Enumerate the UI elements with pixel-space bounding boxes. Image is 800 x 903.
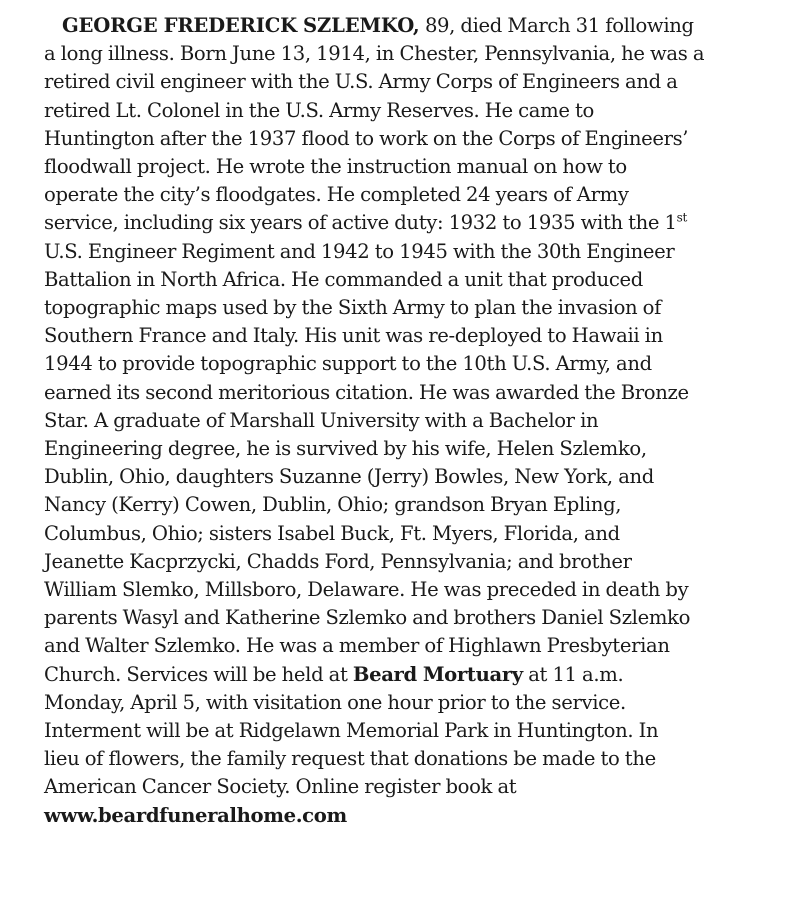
- obituary-line: Dublin, Ohio, daughters Suzanne (Jerry) Bowles, New York, and: [44, 465, 654, 489]
- funeral-home-url: www.beardfuneralhome.com: [44, 803, 347, 827]
- obituary-line: Southern France and Italy. His unit was re-deployed to Hawaii in: [44, 324, 663, 348]
- obituary-line: parents Wasyl and Katherine Szlemko and brothers Daniel Szlemko: [44, 606, 691, 630]
- deceased-name: GEORGE FREDERICK SZLEMKO,: [62, 14, 420, 37]
- obituary-line: earned its second meritorious citation. He was awarded the Bronze: [44, 380, 689, 404]
- obituary-line: Church. Services will be held at Beard Mortuary at 11 a.m.: [44, 662, 624, 686]
- obituary-line: Star. A graduate of Marshall University with a Bachelor in: [44, 408, 599, 432]
- obituary-line: Monday, April 5, with visitation one hour prior to the service.: [44, 690, 626, 714]
- obituary-line: floodwall project. He wrote the instruction manual on how to: [44, 155, 627, 179]
- obituary-line: Jeanette Kacprzycki, Chadds Ford, Pennsylvania; and brother: [44, 549, 632, 573]
- obituary-line: retired civil engineer with the U.S. Army Corps of Engineers and a: [44, 70, 678, 94]
- obituary-line: U.S. Engineer Regiment and 1942 to 1945 with the 30th Engineer: [44, 239, 675, 263]
- mortuary-name: Beard Mortuary: [352, 662, 523, 686]
- obituary-line: a long illness. Born June 13, 1914, in Chester, Pennsylvania, he was a: [44, 42, 705, 66]
- obituary-line: William Slemko, Millsboro, Delaware. He was preceded in death by: [44, 578, 689, 602]
- obituary-line: service, including six years of active duty: 1932 to 1935 with the 1st: [44, 210, 687, 235]
- obituary-line: American Cancer Society. Online register book at: [44, 775, 517, 799]
- obituary-line: Nancy (Kerry) Cowen, Dublin, Ohio; grandson Bryan Epling,: [44, 493, 622, 517]
- obituary-line: GEORGE FREDERICK SZLEMKO, 89, died March 31 following: [62, 14, 694, 37]
- ordinal-superscript: st: [676, 210, 687, 225]
- obituary-line: lieu of flowers, the family request that donations be made to the: [44, 747, 656, 771]
- obituary-line: Columbus, Ohio; sisters Isabel Buck, Ft. Myers, Florida, and: [44, 521, 620, 545]
- obituary-line: Huntington after the 1937 flood to work on the Corps of Engineers’: [44, 126, 689, 150]
- obituary-line: Interment will be at Ridgelawn Memorial Park in Huntington. In: [44, 719, 659, 743]
- obituary-line: and Walter Szlemko. He was a member of Highlawn Presbyterian: [44, 634, 670, 658]
- obituary-line: 1944 to provide topographic support to the 10th U.S. Army, and: [44, 352, 652, 376]
- obituary-line: topographic maps used by the Sixth Army to plan the invasion of: [44, 296, 662, 320]
- obituary-line: retired Lt. Colonel in the U.S. Army Reserves. He came to: [44, 98, 594, 122]
- obituary-line: Battalion in North Africa. He commanded a unit that produced: [44, 267, 643, 291]
- obituary-line: operate the city’s floodgates. He completed 24 years of Army: [44, 183, 629, 207]
- obituary-line: Engineering degree, he is survived by his wife, Helen Szlemko,: [44, 437, 647, 461]
- obituary-text: [44, 12, 784, 830]
